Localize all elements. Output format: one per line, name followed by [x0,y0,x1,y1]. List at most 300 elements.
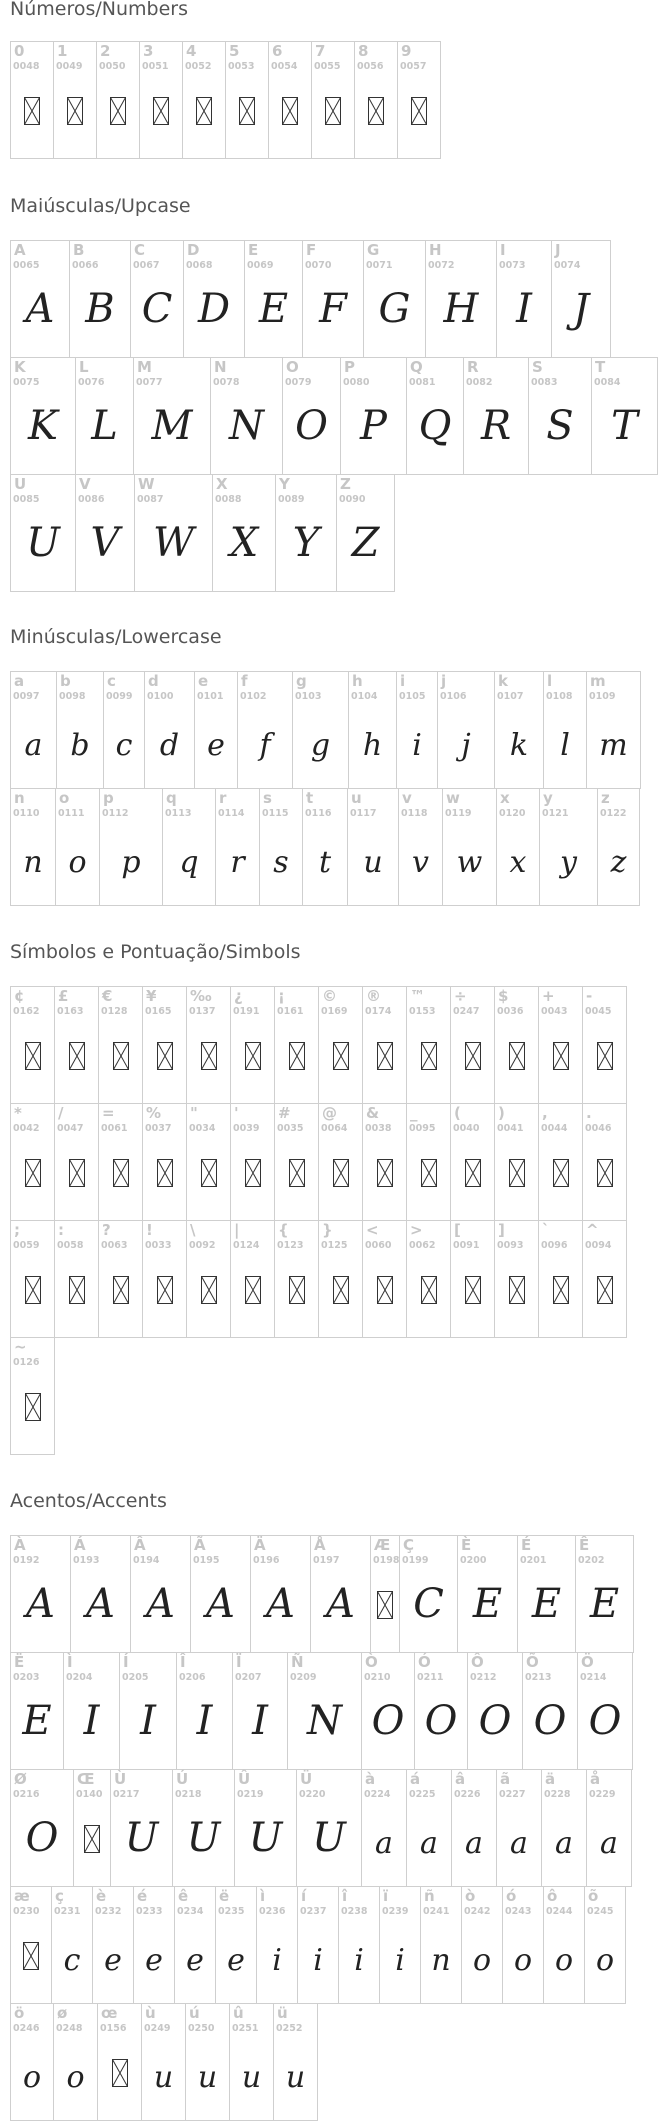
glyph-cell [10,1535,71,1653]
character-label: Ñ [291,1653,304,1671]
glyph-preview: h [362,728,383,763]
glyph-cell [496,1769,542,1887]
glyph-preview: E [22,1698,52,1744]
character-label: ñ [424,1887,435,1905]
character-label: p [103,789,114,807]
character-code: 0232 [95,1906,122,1917]
character-code: 0033 [145,1240,172,1251]
character-code: 0249 [144,2023,171,2034]
character-code: 0199 [402,1555,429,1566]
missing-glyph-icon [509,1276,525,1304]
character-code: 0106 [440,691,467,702]
missing-glyph-icon [289,1042,305,1070]
glyph-preview: C [141,286,173,332]
character-label: ú [189,2004,200,2022]
missing-glyph-icon [421,1276,437,1304]
character-code: 0038 [365,1123,392,1134]
character-label: à [365,1770,376,1788]
character-label: 1 [57,42,68,60]
glyph-cell [292,671,349,789]
glyph-cell [420,1886,462,2004]
character-label: g [296,672,307,690]
glyph-cell [183,240,245,358]
character-label: ] [498,1221,505,1239]
glyph-cell [451,1769,497,1887]
missing-glyph-icon [333,1159,349,1187]
glyph-preview: n [23,845,43,880]
glyph-cell [215,788,260,906]
character-label: ? [102,1221,111,1239]
glyph-cell [210,357,283,475]
character-code: 0086 [78,494,105,505]
character-code: 0225 [409,1789,436,1800]
glyph-cell [53,2003,98,2121]
glyph-cell [176,1652,233,1770]
glyph-preview: u [285,2060,306,2095]
character-label: ¢ [14,987,25,1005]
glyph-cell [425,240,497,358]
glyph-cell [10,671,57,789]
character-code: 0216 [13,1789,40,1800]
glyph-cell [70,1535,131,1653]
character-code: 0140 [76,1789,103,1800]
character-code: 0091 [453,1240,480,1251]
character-code: 0063 [101,1240,128,1251]
glyph-cell [130,1535,191,1653]
character-label: æ [14,1887,30,1905]
character-code: 0101 [197,691,224,702]
character-label: z [601,789,610,807]
character-code: 0103 [295,691,322,702]
character-code: 0084 [594,377,621,388]
character-code: 0066 [72,260,99,271]
glyph-cell [461,1886,503,2004]
missing-glyph-icon [110,97,126,125]
character-label: Q [410,358,423,376]
character-code: 0112 [102,808,129,819]
missing-glyph-icon [113,1159,129,1187]
missing-glyph-icon [112,2059,128,2087]
glyph-cell [69,240,131,358]
character-code: 0169 [321,1006,348,1017]
missing-glyph-icon [421,1042,437,1070]
character-label: À [14,1536,26,1554]
character-code: 0161 [277,1006,304,1017]
glyph-preview: a [555,1826,573,1861]
character-label: ù [145,2004,156,2022]
character-code: 0229 [589,1789,616,1800]
character-code: 0116 [305,808,332,819]
character-label: õ [588,1887,599,1905]
glyph-cell [273,2003,318,2121]
glyph-cell [54,986,99,1104]
glyph-preview: c [115,728,133,763]
glyph-preview: E [531,1581,562,1627]
missing-glyph-icon [157,1276,173,1304]
character-code: 0073 [499,260,526,271]
glyph-preview: d [159,728,180,763]
character-code: 0226 [454,1789,481,1800]
glyph-cell [336,474,395,592]
character-label: î [342,1887,348,1905]
missing-glyph-icon [113,1042,129,1070]
missing-glyph-icon [597,1042,613,1070]
glyph-cell [212,474,276,592]
character-code: 0194 [133,1555,160,1566]
character-code: 0236 [259,1906,286,1917]
character-label: Œ [77,1770,95,1788]
glyph-cell [361,1769,407,1887]
glyph-preview: E [589,1581,620,1627]
glyph-cell [274,1220,319,1338]
missing-glyph-icon [282,97,298,125]
character-label: w [446,789,460,807]
character-label: Õ [526,1653,539,1671]
glyph-preview: O [295,403,328,449]
character-code: 0203 [13,1672,40,1683]
character-label: , [542,1104,548,1122]
character-code: 0252 [276,2023,303,2034]
glyph-preview: i [313,1943,323,1978]
missing-glyph-icon [69,1276,85,1304]
character-label: 8 [358,42,369,60]
missing-glyph-icon [245,1276,261,1304]
glyph-cell [406,357,464,475]
glyph-preview: u [153,2060,174,2095]
character-label: £ [58,987,69,1005]
glyph-cell [457,1535,518,1653]
glyph-cell [133,357,211,475]
glyph-preview: a [600,1826,618,1861]
glyph-cell [586,1769,632,1887]
character-code: 0243 [505,1906,532,1917]
glyph-cell [494,671,544,789]
character-code: 0163 [57,1006,84,1017]
character-label: X [216,475,228,493]
character-label: u [351,789,362,807]
character-code: 0119 [445,808,472,819]
glyph-row [10,1769,631,1887]
glyph-preview: V [90,520,120,566]
glyph-cell [538,986,583,1104]
character-label: o [59,789,70,807]
glyph-preview: A [206,1581,235,1627]
glyph-cell [119,1652,177,1770]
character-label: l [547,672,553,690]
glyph-cell [268,41,312,159]
character-label: c [107,672,116,690]
glyph-cell [144,671,195,789]
glyph-row [10,671,640,789]
character-code: 0078 [213,377,240,388]
glyph-cell [586,671,641,789]
glyph-cell [348,671,397,789]
glyph-cell [98,1103,143,1221]
glyph-preview: k [509,728,529,763]
glyph-preview: A [146,1581,175,1627]
missing-glyph-icon [196,97,212,125]
character-label: ê [178,1887,189,1905]
character-label: ^ [586,1221,599,1239]
character-label: Ü [300,1770,313,1788]
character-label: r [219,789,227,807]
glyph-cell [551,240,611,358]
character-code: 0092 [189,1240,216,1251]
character-code: 0191 [233,1006,260,1017]
missing-glyph-icon [84,1825,100,1853]
glyph-preview: z [610,845,627,880]
glyph-preview: U [124,1815,159,1861]
glyph-preview: O [478,1698,512,1744]
character-code: 0220 [299,1789,326,1800]
character-code: 0094 [585,1240,612,1251]
character-label: Ö [581,1653,594,1671]
character-code: 0107 [497,691,524,702]
character-label: s [263,789,272,807]
character-label: ' [234,1104,239,1122]
character-label: ä [545,1770,556,1788]
character-code: 0099 [106,691,133,702]
character-label: 5 [229,42,240,60]
missing-glyph-icon [597,1159,613,1187]
glyph-cell [10,41,54,159]
character-code: 0040 [453,1123,480,1134]
character-label: S [532,358,543,376]
missing-glyph-icon [597,1276,613,1304]
glyph-preview: s [273,845,289,880]
character-code: 0034 [189,1123,216,1134]
character-label: ¥ [146,987,157,1005]
glyph-preview: n [431,1943,451,1978]
character-label: © [322,987,337,1005]
glyph-preview: O [533,1698,567,1744]
glyph-cell [582,1220,627,1338]
glyph-preview: E [258,286,289,332]
character-code: 0053 [228,61,255,72]
character-code: 0089 [278,494,305,505]
glyph-cell [10,986,55,1104]
character-label: á [410,1770,421,1788]
glyph-preview: o [22,2060,42,2095]
glyph-cell [10,474,76,592]
character-label: ) [498,1104,505,1122]
glyph-cell [591,357,658,475]
missing-glyph-icon [509,1159,525,1187]
glyph-cell [10,1652,64,1770]
missing-glyph-icon [201,1276,217,1304]
glyph-preview: I [83,1698,100,1744]
character-label: ; [14,1221,20,1239]
glyph-preview: I [516,286,532,332]
character-code: 0042 [13,1123,40,1134]
glyph-preview: u [241,2060,262,2095]
character-code: 0218 [175,1789,202,1800]
character-label: h [352,672,363,690]
character-label: E [248,241,259,259]
character-code: 0224 [364,1789,391,1800]
glyph-cell [73,1769,111,1887]
character-code: 0241 [423,1906,450,1917]
character-label: ò [465,1887,476,1905]
glyph-cell [318,1103,363,1221]
character-code: 0235 [218,1906,245,1917]
character-code: 0234 [177,1906,204,1917]
character-label: Z [340,475,351,493]
glyph-cell [318,1220,363,1338]
character-code: 0097 [13,691,40,702]
character-code: 0041 [497,1123,524,1134]
glyph-preview: f [259,728,271,763]
character-label: N [214,358,227,376]
character-label: å [590,1770,601,1788]
character-code: 0064 [321,1123,348,1134]
character-code: 0111 [58,808,85,819]
glyph-cell [130,240,184,358]
character-code: 0067 [133,260,160,271]
section-title-accents: Acentos/Accents [10,1490,167,1512]
glyph-preview: B [85,286,115,332]
glyph-cell [139,41,183,159]
character-code: 0137 [189,1006,216,1017]
character-code: 0102 [240,691,267,702]
character-code: 0153 [409,1006,436,1017]
missing-glyph-icon [245,1159,261,1187]
glyph-cell [296,1769,362,1887]
glyph-cell [230,1103,275,1221]
glyph-cell [538,1103,583,1221]
character-code: 0246 [13,2023,40,2034]
character-label: y [543,789,553,807]
character-code: 0059 [13,1240,40,1251]
character-label: Ã [194,1536,206,1554]
glyph-cell [517,1535,576,1653]
character-code: 0118 [401,808,428,819]
character-label: v [402,789,412,807]
character-label: É [521,1536,532,1554]
glyph-preview: a [510,1826,528,1861]
character-label: ë [219,1887,230,1905]
glyph-cell [98,1220,143,1338]
glyph-cell [10,1886,52,2004]
character-code: 0065 [13,260,40,271]
glyph-preview: Y [292,520,320,566]
glyph-cell [174,1886,216,2004]
glyph-cell [274,1103,319,1221]
character-label: % [146,1104,162,1122]
glyph-cell [494,986,539,1104]
character-code: 0196 [253,1555,280,1566]
character-label: Í [123,1653,129,1671]
character-label: & [366,1104,380,1122]
missing-glyph-icon [25,1393,41,1421]
glyph-cell [406,1769,452,1887]
missing-glyph-icon [509,1042,525,1070]
character-code: 0237 [300,1906,327,1917]
glyph-row [10,357,657,475]
character-code: 0044 [541,1123,568,1134]
character-code: 0198 [373,1555,400,1566]
character-label: P [344,358,355,376]
missing-glyph-icon [377,1042,393,1070]
glyph-cell [406,1103,451,1221]
character-code: 0058 [57,1240,84,1251]
glyph-cell [244,240,303,358]
glyph-preview: p [121,845,141,880]
character-label: Æ [374,1536,391,1554]
character-label: m [590,672,606,690]
character-code: 0250 [188,2023,215,2034]
glyph-preview: u [363,845,383,880]
glyph-cell [99,788,163,906]
character-label: 2 [100,42,111,60]
glyph-cell [543,671,587,789]
character-label: Ù [114,1770,127,1788]
glyph-cell [142,1220,187,1338]
character-label: > [410,1221,423,1239]
character-code: 0124 [233,1240,260,1251]
character-code: 0037 [145,1123,172,1134]
character-code: 0227 [499,1789,526,1800]
glyph-cell [538,1220,583,1338]
missing-glyph-icon [69,1159,85,1187]
character-label: T [595,358,606,376]
missing-glyph-icon [368,97,384,125]
glyph-preview: w [456,845,483,880]
character-label: ® [366,987,381,1005]
glyph-preview: c [63,1943,81,1978]
missing-glyph-icon [333,1042,349,1070]
glyph-preview: o [595,1943,615,1978]
character-code: 0096 [541,1240,568,1251]
glyph-cell [397,41,441,159]
missing-glyph-icon [465,1159,481,1187]
character-label: Ë [14,1653,25,1671]
character-label: Ï [236,1653,242,1671]
character-label: @ [322,1104,337,1122]
glyph-cell [75,474,135,592]
character-label: è [96,1887,107,1905]
character-code: 0081 [409,377,436,388]
character-label: ô [547,1887,558,1905]
glyph-preview: o [472,1943,492,1978]
character-code: 0062 [409,1240,436,1251]
glyph-cell [215,1886,257,2004]
character-code: 0248 [56,2023,83,2034]
character-code: 0233 [136,1906,163,1917]
character-label: ã [500,1770,511,1788]
character-code: 0043 [541,1006,568,1017]
glyph-preview: U [26,520,60,566]
glyph-preview: S [546,403,574,449]
character-label: F [306,241,317,259]
character-label: a [14,672,25,690]
character-label: A [14,241,26,259]
glyph-cell [311,41,355,159]
glyph-cell [232,1652,288,1770]
missing-glyph-icon [23,1942,39,1970]
character-label: # [278,1104,291,1122]
glyph-cell [584,1886,626,2004]
character-label: Ä [254,1536,266,1554]
character-code: 0057 [400,61,427,72]
glyph-preview: a [24,728,43,763]
glyph-cell [190,1535,251,1653]
glyph-cell [347,788,399,906]
character-label: d [148,672,159,690]
glyph-preview: O [424,1698,458,1744]
character-code: 0202 [578,1555,605,1566]
glyph-preview: o [66,2060,85,2095]
